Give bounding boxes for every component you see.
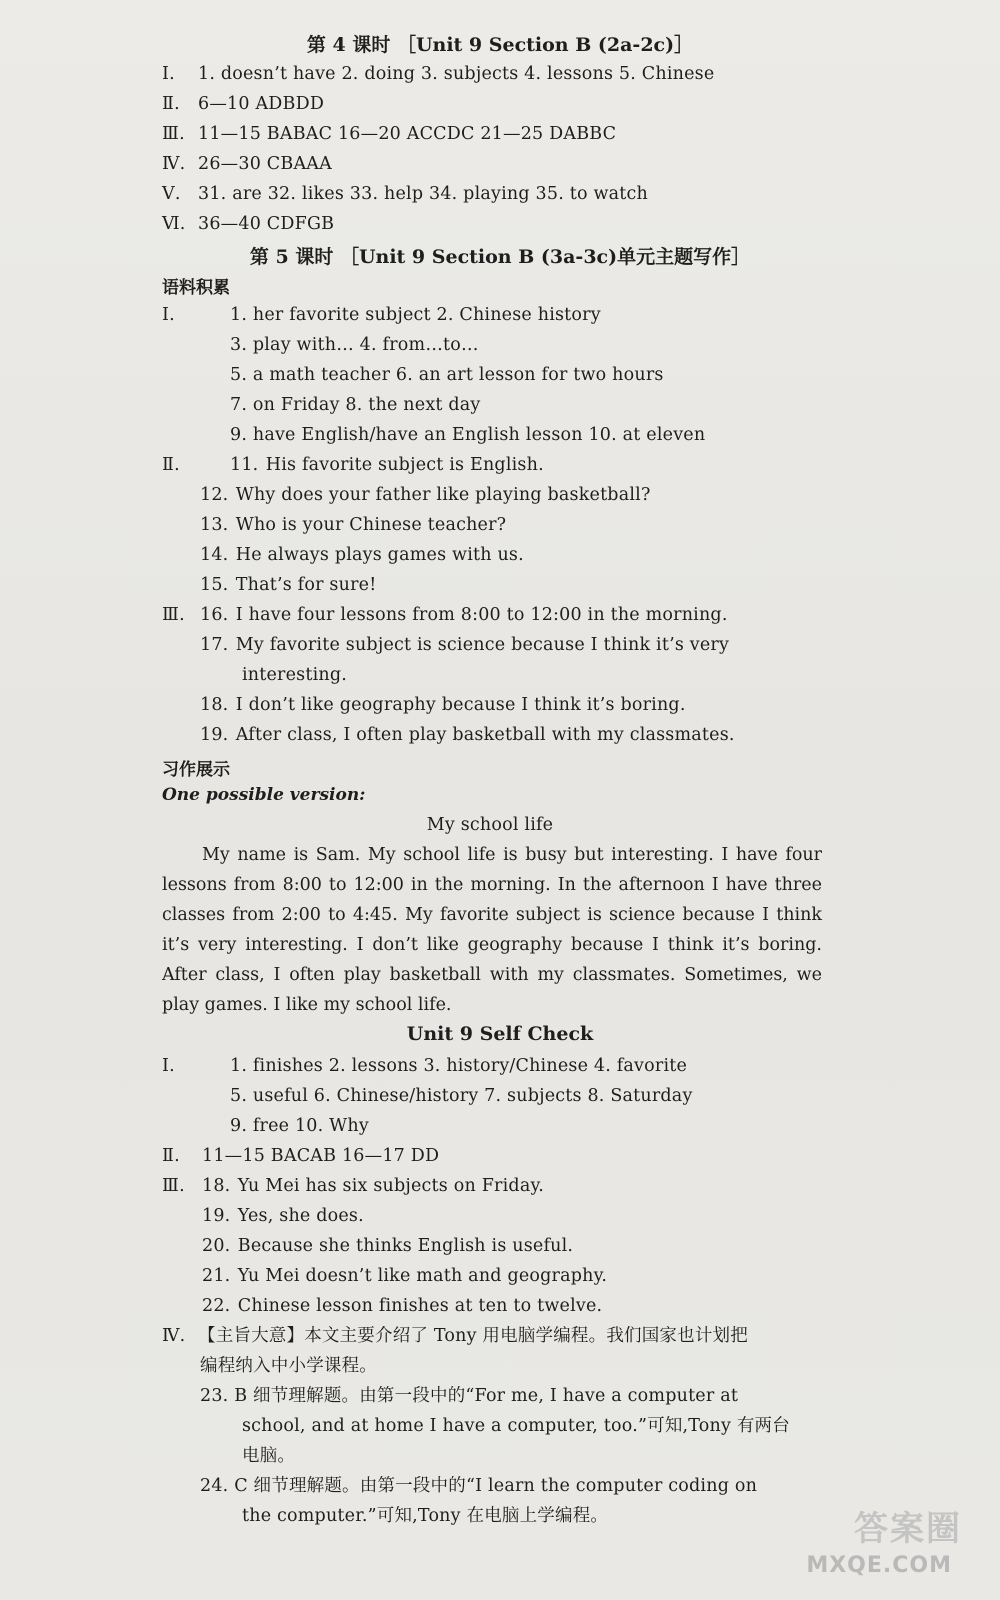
answer-text: Yu Mei has six subjects on Friday. (237, 1176, 544, 1196)
l4-row-3 (162, 122, 616, 146)
answer-text: Yes, she does. (237, 1206, 364, 1226)
item-number: 12. (200, 485, 229, 505)
answer-text: 【主旨大意】本文主要介绍了 Tony 用电脑学编程。我们国家也计划把 (198, 1326, 748, 1346)
sc-p3-row-20 (202, 1234, 573, 1258)
item-number: 17. (200, 635, 229, 655)
item-number: 11. (230, 455, 259, 475)
roman-numeral: Ⅲ. (162, 124, 185, 144)
roman-numeral: Ⅰ. (162, 64, 175, 84)
watermark (782, 1509, 982, 1586)
l5-p3-row-17 (200, 633, 729, 657)
answer-text: 26—30 CBAAA (198, 154, 332, 174)
item-number: 20. (202, 1236, 231, 1256)
essay-title: My school life (426, 815, 554, 835)
watermark-logo: 答案圈 (854, 1509, 962, 1549)
answer-text: 1. doesn’t have 2. doing 3. subjects 4. lessons 5. Chinese (198, 64, 715, 84)
lesson5-title: 第 5 课时 ［Unit 9 Section B (3a-3c)单元主题写作］ (249, 246, 751, 268)
l5-p3-row-16 (162, 603, 728, 627)
item-number: 18. (202, 1176, 231, 1196)
answer-text: His favorite subject is English. (265, 455, 544, 475)
answer-text: Chinese lesson finishes at ten to twelve. (237, 1296, 603, 1316)
l5-p1-row-5: 9. have English/have an English lesson 10. at eleven (230, 425, 706, 445)
l5-p2-row-13 (200, 513, 506, 537)
roman-numeral: Ⅲ. (162, 605, 185, 625)
answer-text: He always plays games with us. (235, 545, 524, 565)
version-label: One possible version: (162, 785, 366, 805)
answer-text: Because she thinks English is useful. (237, 1236, 574, 1256)
l4-row-5 (162, 182, 648, 206)
answer-text: 6—10 ADBDD (198, 94, 325, 114)
answer-text: Yu Mei doesn’t like math and geography. (237, 1266, 608, 1286)
item-number: 19. (202, 1206, 231, 1226)
answer-text: I have four lessons from 8:00 to 12:00 in the morning. (235, 605, 728, 625)
sc-q23-line-1: 23. B 细节理解题。由第一段中的“For me, I have a computer at (200, 1386, 739, 1406)
roman-numeral: Ⅳ. (162, 154, 186, 174)
answer-text: Why does your father like playing basketball? (235, 485, 651, 505)
vocab-heading: 语料积累 (162, 278, 230, 298)
roman-numeral: Ⅱ. (162, 94, 180, 114)
answer-text: 11—15 BABAC 16—20 ACCDC 21—25 DABBC (198, 124, 617, 144)
answer-text: 1. her favorite subject 2. Chinese history (230, 305, 601, 325)
item-number: 15. (200, 575, 229, 595)
answer-text: That’s for sure! (235, 575, 377, 595)
l5-p2-row-14 (200, 543, 524, 567)
roman-numeral: Ⅱ. (162, 455, 180, 475)
item-number: 22. (202, 1296, 231, 1316)
answer-text: 31. are 32. likes 33. help 34. playing 35. to watch (198, 184, 648, 204)
sc-p1-row-2: 5. useful 6. Chinese/history 7. subjects 8. Saturday (230, 1086, 693, 1106)
answer-text: 36—40 CDFGB (198, 214, 335, 234)
l4-row-6 (162, 212, 334, 236)
l5-p2-row-12 (200, 483, 651, 507)
sc-q24-line-2: the computer.”可知,Tony 在电脑上学编程。 (242, 1506, 609, 1526)
l5-p3-row-17-cont: interesting. (242, 665, 348, 685)
l4-row-4 (162, 152, 332, 176)
watermark-site: MXQE.COM (806, 1553, 952, 1578)
sc-q24-line-1: 24. C 细节理解题。由第一段中的“I learn the computer coding on (200, 1476, 758, 1496)
essay-body: My name is Sam. My school life is busy but interesting. I have four lessons from 8:00 to 12:00 in the morning. In the afternoon I have three classes from 2:00 to 4:45. My favorite subject is science because I think it’s very interesting. I don’t like geography because I think it’s boring. After class, I often play basketball with my classmates. Sometimes, we play games. I like my school life. (162, 845, 822, 1015)
roman-numeral: Ⅳ. (162, 1326, 186, 1346)
roman-numeral: Ⅲ. (162, 1176, 185, 1196)
item-number: 19. (200, 725, 229, 745)
item-number: 18. (200, 695, 229, 715)
sc-p3-row-18 (162, 1174, 544, 1198)
l5-p1-row-1 (162, 303, 601, 327)
l4-row-1 (162, 62, 714, 86)
l4-row-2 (162, 92, 324, 116)
item-number: 13. (200, 515, 229, 535)
roman-numeral: Ⅱ. (162, 1146, 180, 1166)
writing-heading: 习作展示 (162, 760, 230, 780)
roman-numeral: Ⅵ. (162, 214, 186, 234)
sc-q23-line-2: school, and at home I have a computer, too.”可知,Tony 有两台 (242, 1416, 790, 1436)
sc-p4-summary (162, 1324, 748, 1348)
answer-text: 1. finishes 2. lessons 3. history/Chinese 4. favorite (230, 1056, 688, 1076)
l5-p1-row-4: 7. on Friday 8. the next day (230, 395, 481, 415)
sc-p2-row (162, 1144, 439, 1168)
item-number: 14. (200, 545, 229, 565)
selfcheck-title: Unit 9 Self Check (406, 1023, 594, 1045)
answer-text: I don’t like geography because I think it’s boring. (235, 695, 686, 715)
roman-numeral: Ⅰ. (162, 1056, 175, 1076)
answer-text: My favorite subject is science because I think it’s very (235, 635, 730, 655)
sc-p1-row-3: 9. free 10. Why (230, 1116, 369, 1136)
sc-p3-row-21 (202, 1264, 607, 1288)
lesson4-title: 第 4 课时 ［Unit 9 Section B (2a-2c)］ (306, 34, 694, 56)
sc-q23-line-3: 电脑。 (242, 1446, 296, 1466)
item-number: 16. (200, 605, 229, 625)
answer-text: Who is your Chinese teacher? (235, 515, 507, 535)
sc-p3-row-22 (202, 1294, 602, 1318)
answer-text: 11—15 BACAB 16—17 DD (202, 1146, 440, 1166)
l5-p2-row-11 (162, 453, 544, 477)
roman-numeral: Ⅴ. (162, 184, 181, 204)
l5-p1-row-2: 3. play with… 4. from…to… (230, 335, 479, 355)
l5-p3-row-19 (200, 723, 735, 747)
roman-numeral: Ⅰ. (162, 305, 175, 325)
l5-p3-row-18 (200, 693, 686, 717)
item-number: 21. (202, 1266, 231, 1286)
sc-p1-row-1 (162, 1054, 687, 1078)
sc-p4-summary-cont: 编程纳入中小学课程。 (200, 1356, 377, 1376)
l5-p1-row-3: 5. a math teacher 6. an art lesson for two hours (230, 365, 664, 385)
answer-text: After class, I often play basketball with my classmates. (235, 725, 735, 745)
l5-p2-row-15 (200, 573, 376, 597)
sc-p3-row-19 (202, 1204, 364, 1228)
